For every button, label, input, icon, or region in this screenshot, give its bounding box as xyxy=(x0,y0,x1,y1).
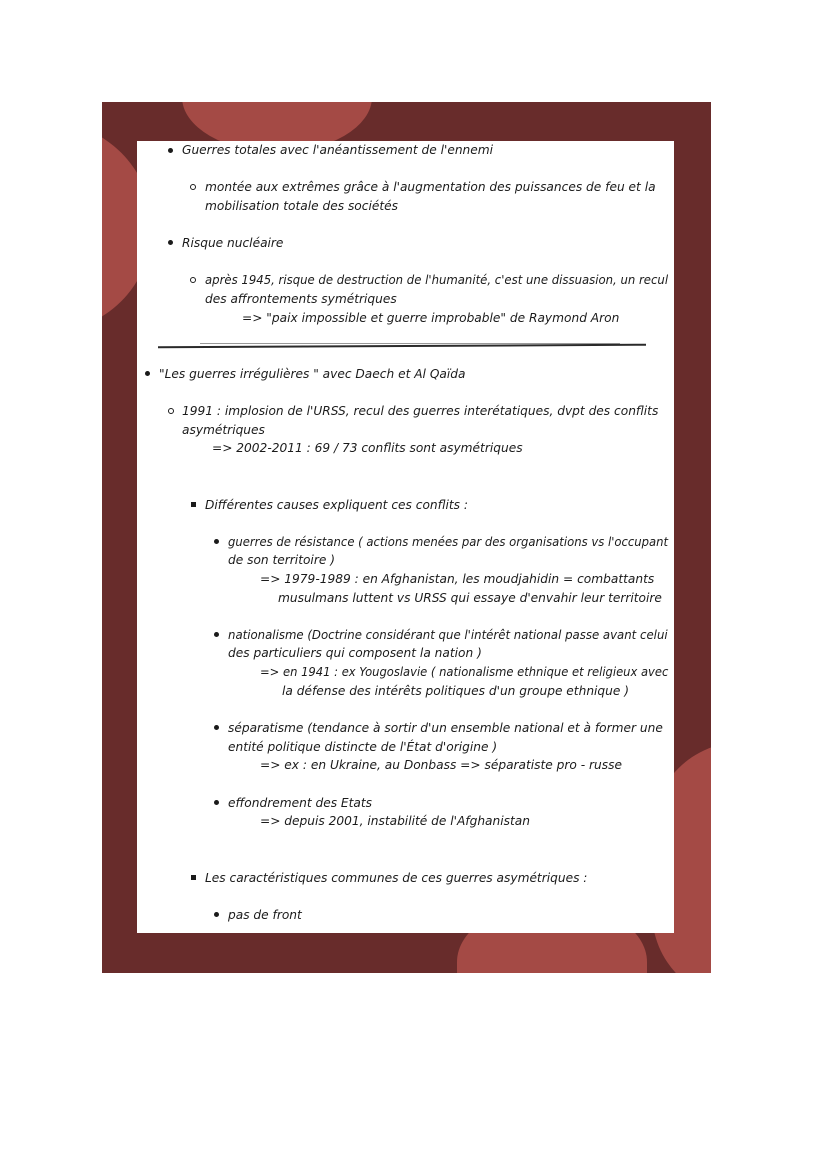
note-line: => depuis 2001, instabilité de l'Afghanistan xyxy=(260,814,530,828)
note-line: guerres de résistance ( actions menées par des organisations vs l'occupant xyxy=(228,535,669,549)
note-line: montée aux extrêmes grâce à l'augmentation des puissances de feu et la xyxy=(205,180,656,194)
note-line: des affrontements symétriques xyxy=(205,292,397,306)
bullet-disc xyxy=(214,725,219,730)
bullet-disc xyxy=(214,539,219,544)
bullet-disc xyxy=(168,240,173,245)
note-line: Risque nucléaire xyxy=(182,236,284,250)
bullet-disc xyxy=(214,800,219,805)
note-line: après 1945, risque de destruction de l'humanité, c'est une dissuasion, un recul xyxy=(205,273,669,287)
note-line: Les caractéristiques communes de ces guerres asymétriques : xyxy=(205,871,588,885)
bullet-disc xyxy=(214,632,219,637)
note-line: => en 1941 : ex Yougoslavie ( nationalisme ethnique et religieux avec xyxy=(260,665,669,679)
bullet-circle xyxy=(168,408,174,414)
note-line: séparatisme (tendance à sortir d'un ensemble national et à former une xyxy=(228,721,663,735)
note-line: 1991 : implosion de l'URSS, recul des guerres interétatiques, dvpt des conflits xyxy=(182,404,659,418)
note-line: des particuliers qui composent la nation ) xyxy=(228,646,482,660)
bullet-disc xyxy=(145,371,150,376)
bullet-square xyxy=(191,502,196,507)
note-line: Guerres totales avec l'anéantissement de l'ennemi xyxy=(182,143,494,157)
bullet-square xyxy=(191,875,196,880)
note-line: => 2002-2011 : 69 / 73 conflits sont asymétriques xyxy=(212,441,523,455)
note-line: pas de front xyxy=(228,908,302,922)
bullet-disc xyxy=(168,148,173,153)
note-line: => 1979-1989 : en Afghanistan, les moudjahidin = combattants xyxy=(260,572,655,586)
divider-line xyxy=(200,343,620,344)
note-line: entité politique distincte de l'État d'origine ) xyxy=(228,740,498,754)
bullet-circle xyxy=(190,277,196,283)
note-line: de son territoire ) xyxy=(228,553,335,567)
note-line: => "paix impossible et guerre improbable" de Raymond Aron xyxy=(242,311,620,325)
note-line: musulmans luttent vs URSS qui essaye d'envahir leur territoire xyxy=(278,591,662,605)
note-line: "Les guerres irrégulières " avec Daech et Al Qaïda xyxy=(159,367,466,381)
note-line: effondrement des Etats xyxy=(228,796,373,810)
note-line: nationalisme (Doctrine considérant que l'intérêt national passe avant celui xyxy=(228,628,668,642)
bullet-disc xyxy=(214,912,219,917)
note-line: Différentes causes expliquent ces conflits : xyxy=(205,498,468,512)
note-line: asymétriques xyxy=(182,423,265,437)
note-line: mobilisation totale des sociétés xyxy=(205,199,398,213)
note-line: la défense des intérêts politiques d'un groupe ethnique ) xyxy=(282,684,630,698)
note-line: => ex : en Ukraine, au Donbass => séparatiste pro - russe xyxy=(260,758,622,772)
bullet-circle xyxy=(190,184,196,190)
